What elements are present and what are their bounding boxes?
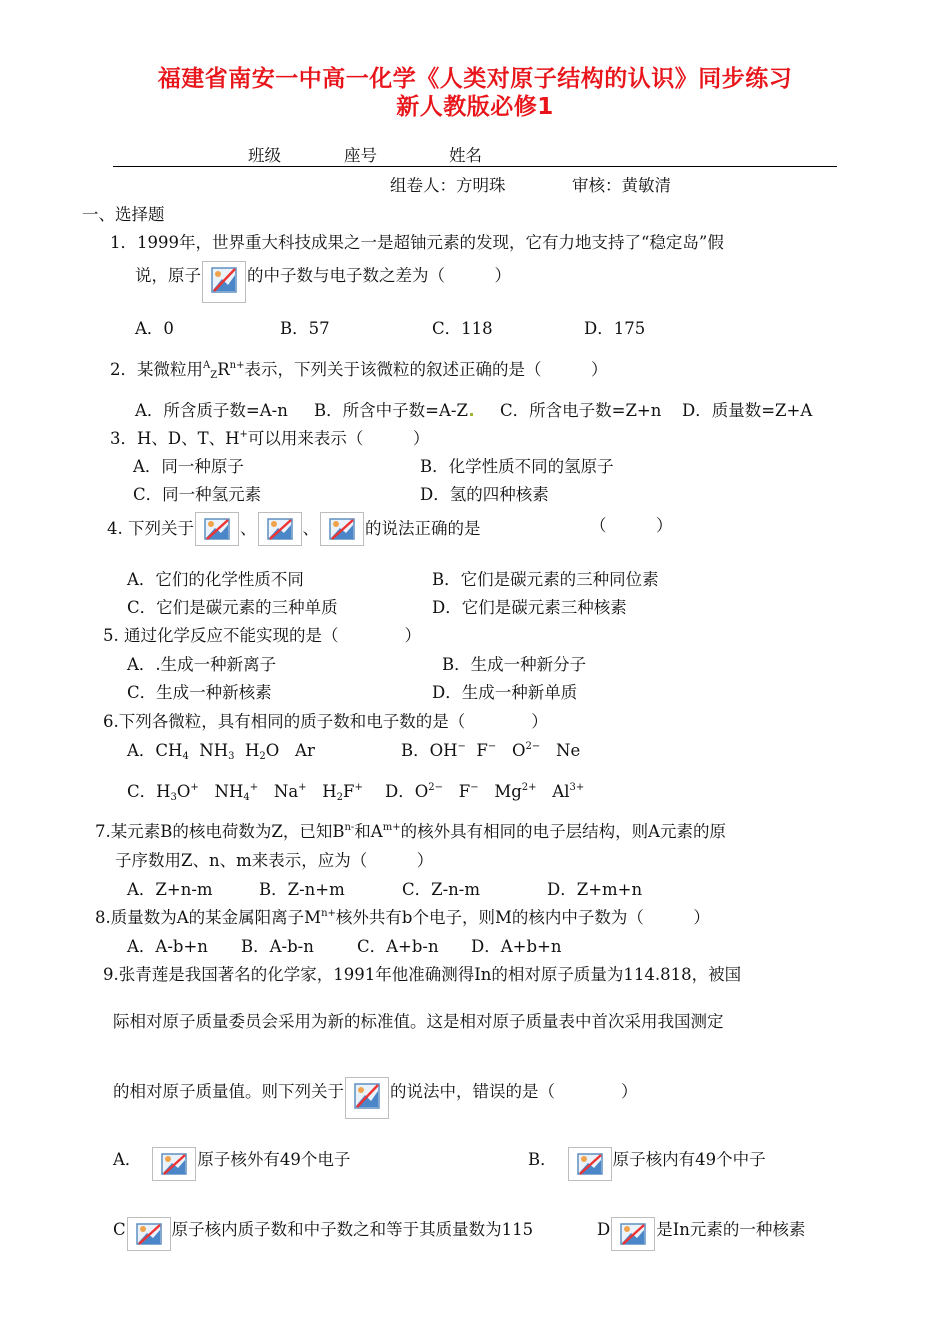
q9-option-a-text: 原子核外有49个电子 [197, 1150, 351, 1169]
q9-stem-line2: 际相对原子质量委员会采用为新的标准值。这是相对原子质量表中首次采用我国测定 [113, 1012, 724, 1031]
q9-option-a[interactable] [113, 1146, 350, 1181]
q7-stem-line1 [95, 818, 726, 842]
q2-option-b[interactable] [314, 397, 475, 421]
q8-option-a[interactable]: A．A-b+n [127, 937, 208, 956]
q3-stem [110, 425, 429, 449]
stray-dot [470, 413, 473, 416]
q9-option-d[interactable] [597, 1216, 805, 1251]
q3-stem-post: 可以用来表示（ ） [247, 429, 430, 448]
q2-symbol: R [217, 360, 230, 379]
q1-option-b[interactable]: B．57 [280, 319, 330, 338]
q1-option-d[interactable]: D．175 [584, 319, 646, 338]
q3-charge: + [239, 429, 248, 440]
q8-option-d[interactable]: D．A+b+n [471, 937, 562, 956]
q9-option-a-label: A． [113, 1150, 142, 1169]
q8-option-c[interactable]: C．A+b-n [357, 937, 439, 956]
q8-stem-pre: 8.质量数为A的某金属阳离子M [95, 908, 322, 927]
q3-option-d[interactable]: D．氢的四种核素 [420, 485, 549, 504]
q1-option-c[interactable]: C．118 [432, 319, 493, 338]
q8-stem [95, 904, 710, 928]
q5-option-c[interactable]: C．生成一种新核素 [127, 683, 272, 702]
q6-option-d[interactable]: D．$O^{2-}$ F− $Mg^{2+}$ $Al^{3+}$ [385, 782, 585, 801]
section-heading: 一、选择题 [82, 205, 165, 224]
q2-stem [110, 356, 607, 380]
q4-option-c[interactable]: C．它们是碳元素的三种单质 [127, 598, 338, 617]
q9-option-b-label: B． [528, 1150, 557, 1169]
q7-stem-line1a: 7.某元素B的核电荷数为Z，已知B [95, 822, 345, 841]
q7-option-c[interactable]: C．Z-n-m [402, 880, 481, 899]
q6-stem: 6.下列各微粒，具有相同的质子数和电子数的是（ ） [103, 712, 548, 731]
broken-image-icon [320, 512, 364, 546]
document-title-line2: 新人教版必修1 [396, 94, 554, 120]
q7-stem-mid: 和A [354, 822, 383, 841]
q4-option-b[interactable]: B．它们是碳元素的三种同位素 [432, 570, 659, 589]
q7-option-b[interactable]: B．Z-n+m [259, 880, 345, 899]
q9-option-d-label: D [597, 1220, 611, 1239]
q2-charge: n+ [229, 360, 245, 371]
q2-stem-pre: 2．某微粒用 [110, 360, 203, 379]
q2-option-c[interactable]: C．所含电子数=Z+n [500, 401, 662, 420]
header-divider [113, 166, 837, 167]
reviewer-label: 审核：黄敏清 [572, 176, 671, 195]
broken-image-icon [345, 1077, 389, 1119]
document-title-line1: 福建省南安一中高一化学《人类对原子结构的认识》同步练习 [157, 66, 793, 92]
q4-stem [107, 512, 481, 546]
q9-stem-line1: 9.张青莲是我国著名的化学家，1991年他准确测得In的相对原子质量为114.818，被国 [103, 965, 742, 984]
q5-option-d[interactable]: D．生成一种新单质 [432, 683, 578, 702]
q9-option-b[interactable] [528, 1146, 766, 1181]
broken-image-icon [195, 512, 239, 546]
compiler-label: 组卷人：方明珠 [390, 176, 506, 195]
q5-option-b[interactable]: B．生成一种新分子 [442, 655, 587, 674]
broken-image-icon [127, 1217, 171, 1251]
broken-image-icon [258, 512, 302, 546]
q5-stem: 5. 通过化学反应不能实现的是（ ） [103, 626, 421, 645]
q9-stem-line3b: 的说法中，错误的是（ ） [390, 1082, 638, 1101]
q7-stem-line2: 子序数用Z、n、m来表示，应为（ ） [115, 851, 434, 870]
q4-stem-pre: 4. 下列关于 [107, 519, 194, 538]
q9-stem-line3 [113, 1077, 638, 1119]
q6-option-b[interactable]: B．OH− F− $O^{2-}$ Ne [401, 741, 581, 760]
q1-stem-line2a: 说，原子 [135, 266, 201, 285]
q1-stem-line2b: 的中子数与电子数之差为（ ） [247, 266, 511, 285]
q1-stem-line2 [135, 261, 511, 303]
broken-image-icon [568, 1147, 612, 1181]
q9-option-c-label: C [113, 1220, 126, 1239]
q4-answer-paren: （ ） [590, 516, 673, 535]
q4-separator: 、 [302, 519, 319, 538]
q2-mass-number: A [203, 360, 211, 371]
q2-option-d[interactable]: D．质量数=Z+A [682, 401, 813, 420]
q1-stem-line1: 1．1999年，世界重大科技成果之一是超铀元素的发现，它有力地支持了“稳定岛”假 [110, 233, 724, 252]
q7-stem-line1b: 的核外具有相同的电子层结构，则A元素的原 [400, 822, 727, 841]
q3-option-b[interactable]: B．化学性质不同的氢原子 [420, 457, 614, 476]
q9-option-b-text: 原子核内有49个中子 [612, 1150, 766, 1169]
q6-option-c[interactable]: C．$H_3O^+$ $NH_4^+$ Na+ $H_2F^+$ [127, 782, 363, 803]
q4-stem-post: 的说法正确的是 [365, 519, 481, 538]
q4-option-a[interactable]: A．它们的化学性质不同 [127, 570, 304, 589]
q5-option-a[interactable]: A．.生成一种新离子 [127, 655, 277, 674]
q7-b-charge: n- [344, 822, 355, 833]
q7-option-d[interactable]: D．Z+m+n [547, 880, 643, 899]
seat-label: 座号 [344, 146, 377, 165]
q8-option-b[interactable]: B．A-b-n [241, 937, 314, 956]
name-label: 姓名 [449, 146, 482, 165]
q6-option-a[interactable]: A．$CH_4$ $NH_3$ $H_2O$ Ar [127, 741, 315, 762]
q2-option-b-text: B．所含中子数=A-Z [314, 401, 468, 420]
q4-option-d[interactable]: D．它们是碳元素三种核素 [432, 598, 627, 617]
q4-separator: 、 [240, 519, 257, 538]
q2-stem-post: 表示，下列关于该微粒的叙述正确的是（ ） [244, 360, 608, 379]
q2-atomic-number: Z [210, 370, 218, 381]
q3-option-a[interactable]: A．同一种原子 [133, 457, 244, 476]
q9-option-d-text: 是In元素的一种核素 [656, 1220, 806, 1239]
q8-charge: n+ [321, 908, 336, 919]
q1-option-a[interactable]: A．0 [135, 319, 174, 338]
broken-image-icon [202, 261, 246, 303]
broken-image-icon [152, 1147, 196, 1181]
broken-image-icon [611, 1217, 655, 1251]
q8-stem-post: 核外共有b个电子，则M的核内中子数为（ ） [335, 908, 710, 927]
q2-option-a[interactable]: A．所含质子数=A-n [135, 401, 288, 420]
q3-option-c[interactable]: C．同一种氢元素 [133, 485, 262, 504]
q7-option-a[interactable]: A．Z+n-m [127, 880, 213, 899]
class-label: 班级 [248, 146, 281, 165]
q9-stem-line3a: 的相对原子质量值。则下列关于 [113, 1082, 344, 1101]
q3-stem-pre: 3．H、D、T、H [110, 429, 240, 448]
q9-option-c-text: 原子核内质子数和中子数之和等于其质量数为115 [171, 1220, 534, 1239]
q9-option-c[interactable] [113, 1216, 533, 1251]
q7-a-charge: m+ [382, 822, 401, 833]
